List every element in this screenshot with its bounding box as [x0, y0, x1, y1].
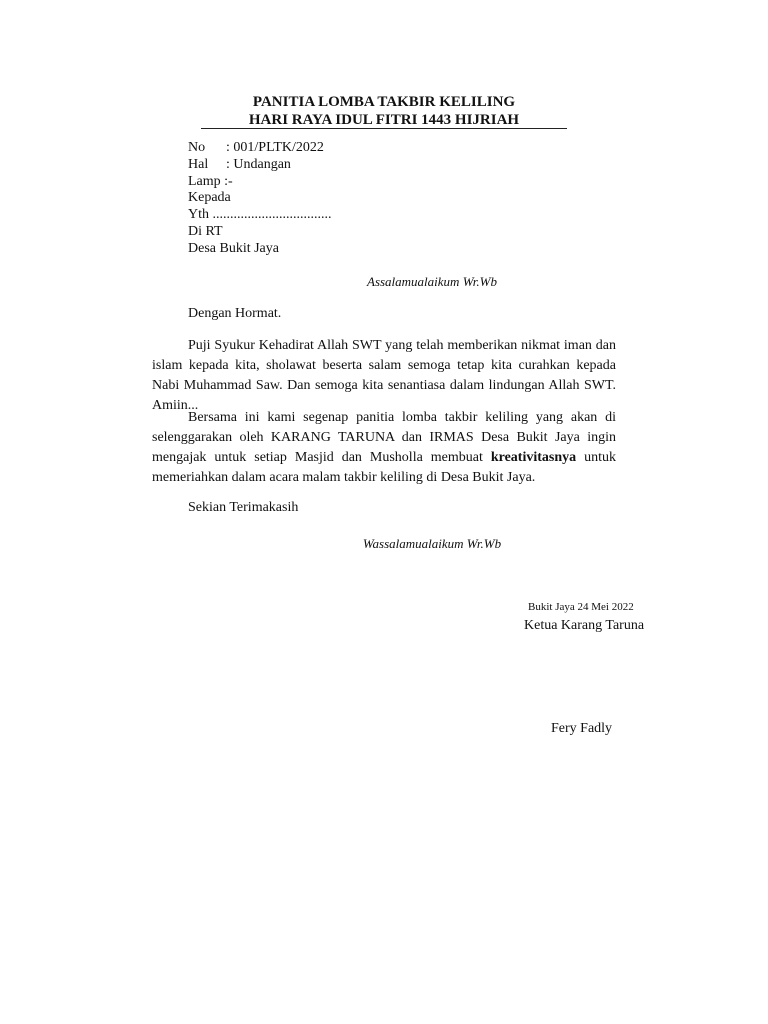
letter-meta	[188, 140, 332, 258]
paragraph-1-text: Puji Syukur Kehadirat Allah SWT yang telah memberikan nikmat iman dan islam kepada kita, sholawat beserta salam semoga tetap kita curahkan kepada Nabi Muhammad Saw. Dan semoga kita senantiasa dalam lindungan Allah SWT. Amiin...	[152, 338, 616, 413]
meta-subject-row	[188, 157, 332, 174]
meta-village: Desa Bukit Jaya	[188, 240, 279, 256]
meta-to: Kepada	[188, 190, 231, 206]
signer-name: Fery Fadly	[551, 721, 613, 736]
paragraph-1	[152, 336, 616, 416]
paragraph-2-bold: kreativitasnya	[490, 450, 577, 465]
meta-subject-label: Hal	[188, 156, 209, 172]
paragraph-2-start: Bersama ini kami segenap panitia lomba takbir keliling yang akan di selenggarakan oleh KARANG TARUNA dan IRMAS Desa Bukit Jaya ingin mengajak untuk setiap Masjid dan Musholla membuat	[152, 410, 616, 465]
closing-thanks: Sekian Terimakasih	[188, 500, 299, 515]
signer-title: Ketua Karang Taruna	[524, 618, 645, 633]
closing-greeting: Wassalamualaikum Wr.Wb	[362, 536, 502, 551]
meta-recipient: Yth ..................................	[188, 207, 332, 223]
meta-rt: Di RT	[188, 223, 223, 239]
meta-subject-value: : Undangan	[226, 156, 291, 172]
paragraph-2	[152, 408, 616, 488]
paragraph-2-end: untuk memeriahkan dalam acara malam takbir keliling di Desa Bukit Jaya.	[152, 450, 616, 485]
letter-title-line2: HARI RAYA IDUL FITRI 1443 HIJRIAH	[248, 112, 520, 128]
paragraph-2-text	[152, 408, 616, 488]
meta-attachment: Lamp :-	[188, 173, 233, 189]
title-underline	[201, 128, 567, 129]
letter-title-line1: PANITIA LOMBA TAKBIR KELILING	[252, 94, 516, 110]
place-date: Bukit Jaya 24 Mei 2022	[528, 601, 634, 613]
salutation: Dengan Hormat.	[188, 306, 282, 321]
meta-number-value: : 001/PLTK/2022	[226, 140, 324, 155]
meta-number-row	[188, 140, 332, 157]
meta-number-label: No	[188, 140, 206, 155]
opening-greeting: Assalamualaikum Wr.Wb	[367, 274, 497, 289]
